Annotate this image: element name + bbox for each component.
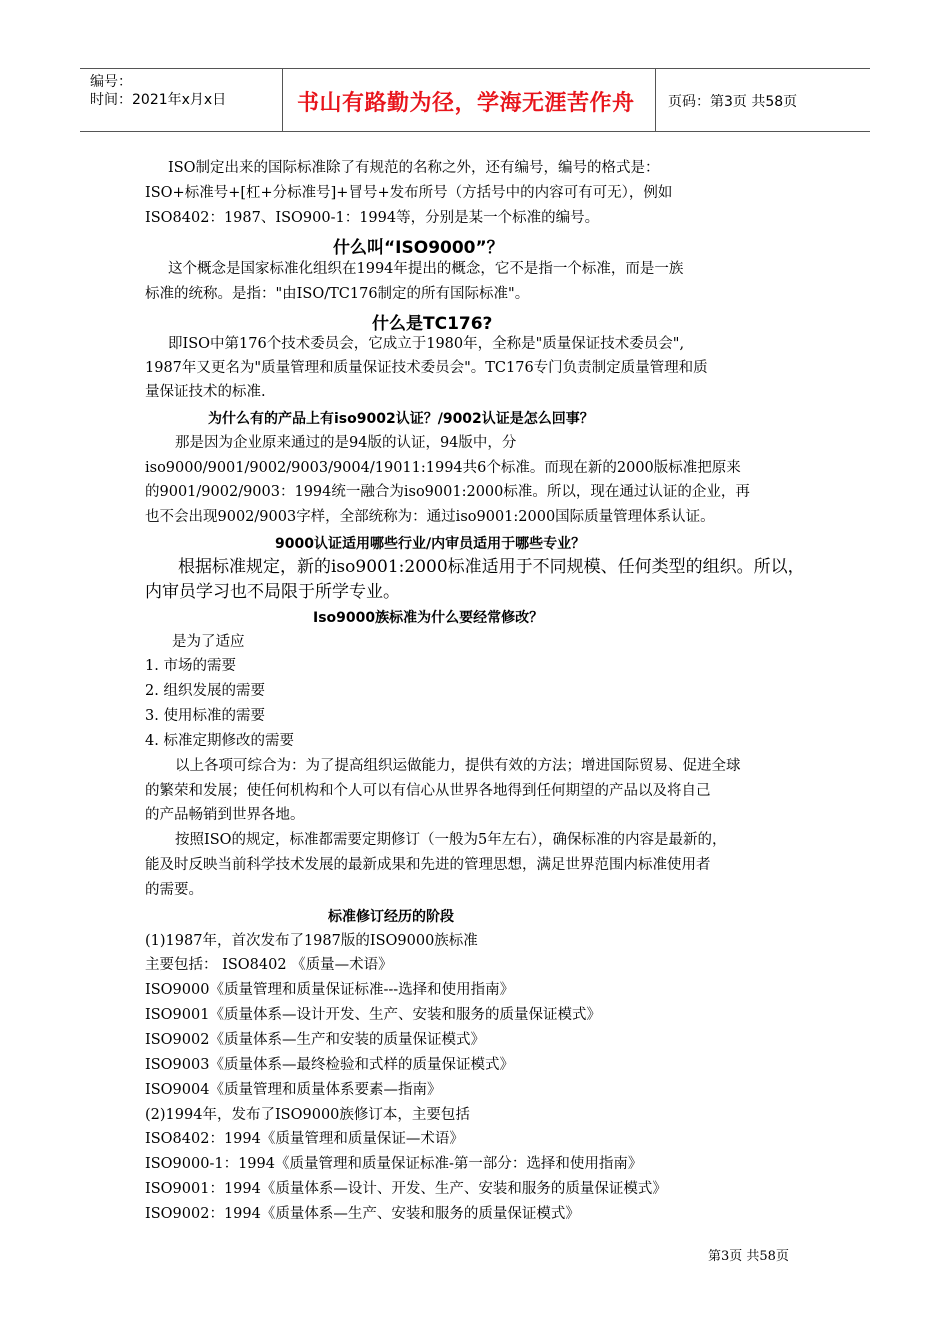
header-motto: 书山有路勤为径，学海无涯苦作舟 <box>297 91 635 116</box>
section-heading: 标准修订经历的阶段 <box>328 909 454 925</box>
list-item: 3. 使用标准的需要 <box>145 708 265 724</box>
header-page-cell <box>656 69 870 131</box>
list-item: ISO9002《质量体系—生产和安装的质量保证模式》 <box>145 1032 485 1048</box>
list-item: ISO9000《质量管理和质量保证标准---选择和使用指南》 <box>145 982 515 998</box>
list-intro: 是为了适应 <box>172 634 245 650</box>
paragraph-line: 以上各项可综合为：为了提高组织运做能力，提供有效的方法；增进国际贸易、促进全球 <box>175 758 741 774</box>
paragraph-line: 标准的统称。是指："由ISO/TC176制定的所有国际标准"。 <box>145 286 530 302</box>
list-item: ISO9003《质量体系—最终检验和式样的质量保证模式》 <box>145 1057 514 1073</box>
section-heading: Iso9000族标准为什么要经常修改？ <box>313 610 544 626</box>
paragraph-line: 即ISO中第176个技术委员会，它成立于1980年，全称是"质量保证技术委员会", <box>168 336 685 352</box>
document-number-label: 编号： <box>90 74 132 90</box>
paragraph-line: 能及时反映当前科学技术发展的最新成果和先进的管理思想，满足世界范围内标准使用者 <box>145 857 711 873</box>
paragraph-line: 也不会出现9002/9003字样，全部统称为：通过iso9001:2000国际质量管理体系认证。 <box>145 509 715 525</box>
paragraph-line: 量保证技术的标准. <box>145 384 266 400</box>
list-item: ISO8402：1994《质量管理和质量保证—术语》 <box>145 1131 464 1147</box>
paragraph-line: 的9001/9002/9003：1994统一融合为iso9001:2000标准。所以，现在通过认证的企业，再 <box>145 484 750 500</box>
paragraph-line: 根据标准规定，新的iso9001:2000标准适用于不同规模、任何类型的组织。所以， <box>178 557 805 577</box>
paragraph-line: ISO制定出来的国际标准除了有规范的名称之外，还有编号，编号的格式是： <box>168 160 660 176</box>
section-heading: 9000认证适用哪些行业/内审员适用于哪些专业？ <box>275 536 586 552</box>
list-item: 1. 市场的需要 <box>145 658 236 674</box>
paragraph-line: 的繁荣和发展；使任何机构和个人可以有信心从世界各地得到任何期望的产品以及将自己 <box>145 783 711 799</box>
list-item: (2)1994年，发布了ISO9000族修订本，主要包括 <box>145 1107 470 1123</box>
header-motto-cell <box>282 69 656 131</box>
paragraph-line: 这个概念是国家标准化组织在1994年提出的概念，它不是指一个标准，而是一族 <box>168 261 684 277</box>
paragraph-line: 的产品畅销到世界各地。 <box>145 807 305 823</box>
header-meta <box>80 69 280 131</box>
paragraph-line: 1987年又更名为"质量管理和质量保证技术委员会"。TC176专门负责制定质量管理和质 <box>145 360 708 376</box>
list-item: 4. 标准定期修改的需要 <box>145 733 294 749</box>
paragraph-line: iso9000/9001/9002/9003/9004/19011:1994共6个标准。而现在新的2000版标准把原来 <box>145 460 741 476</box>
list-item: 2. 组织发展的需要 <box>145 683 265 699</box>
paragraph-line: 那是因为企业原来通过的是94版的认证，94版中，分 <box>175 435 517 451</box>
section-heading: 什么是TC176? <box>372 314 493 334</box>
paragraph-line: ISO8402：1987、ISO900-1：1994等，分别是某一个标准的编号。 <box>145 210 600 226</box>
header-page-number: 页码：第3页 共58页 <box>668 94 798 110</box>
paragraph-line: ISO+标准号+[杠+分标准号]+冒号+发布所号（方括号中的内容可有可无），例如 <box>145 185 673 201</box>
section-heading: 为什么有的产品上有iso9002认证？/9002认证是怎么回事？ <box>208 411 594 427</box>
page-footer: 第3页 共58页 <box>708 1249 789 1264</box>
page-header <box>80 68 870 132</box>
list-item: ISO9001：1994《质量体系—设计、开发、生产、安装和服务的质量保证模式》 <box>145 1181 667 1197</box>
list-item: ISO9000-1：1994《质量管理和质量保证标准-第一部分：选择和使用指南》 <box>145 1156 643 1172</box>
paragraph-line: 的需要。 <box>145 882 203 898</box>
paragraph-line: 按照ISO的规定，标准都需要定期修订（一般为5年左右），确保标准的内容是最新的， <box>175 832 727 848</box>
section-heading: 什么叫“ISO9000”？ <box>333 238 504 258</box>
paragraph-line: 内审员学习也不局限于所学专业。 <box>145 582 400 602</box>
list-item: ISO9001《质量体系—设计开发、生产、安装和服务的质量保证模式》 <box>145 1007 601 1023</box>
list-item: 主要包括： ISO8402 《质量—术语》 <box>145 957 393 973</box>
list-item: ISO9002：1994《质量体系—生产、安装和服务的质量保证模式》 <box>145 1206 580 1222</box>
list-item: ISO9004《质量管理和质量体系要素—指南》 <box>145 1082 442 1098</box>
list-item: (1)1987年，首次发布了1987版的ISO9000族标准 <box>145 933 478 949</box>
document-date-label: 时间：2021年x月x日 <box>90 92 227 108</box>
